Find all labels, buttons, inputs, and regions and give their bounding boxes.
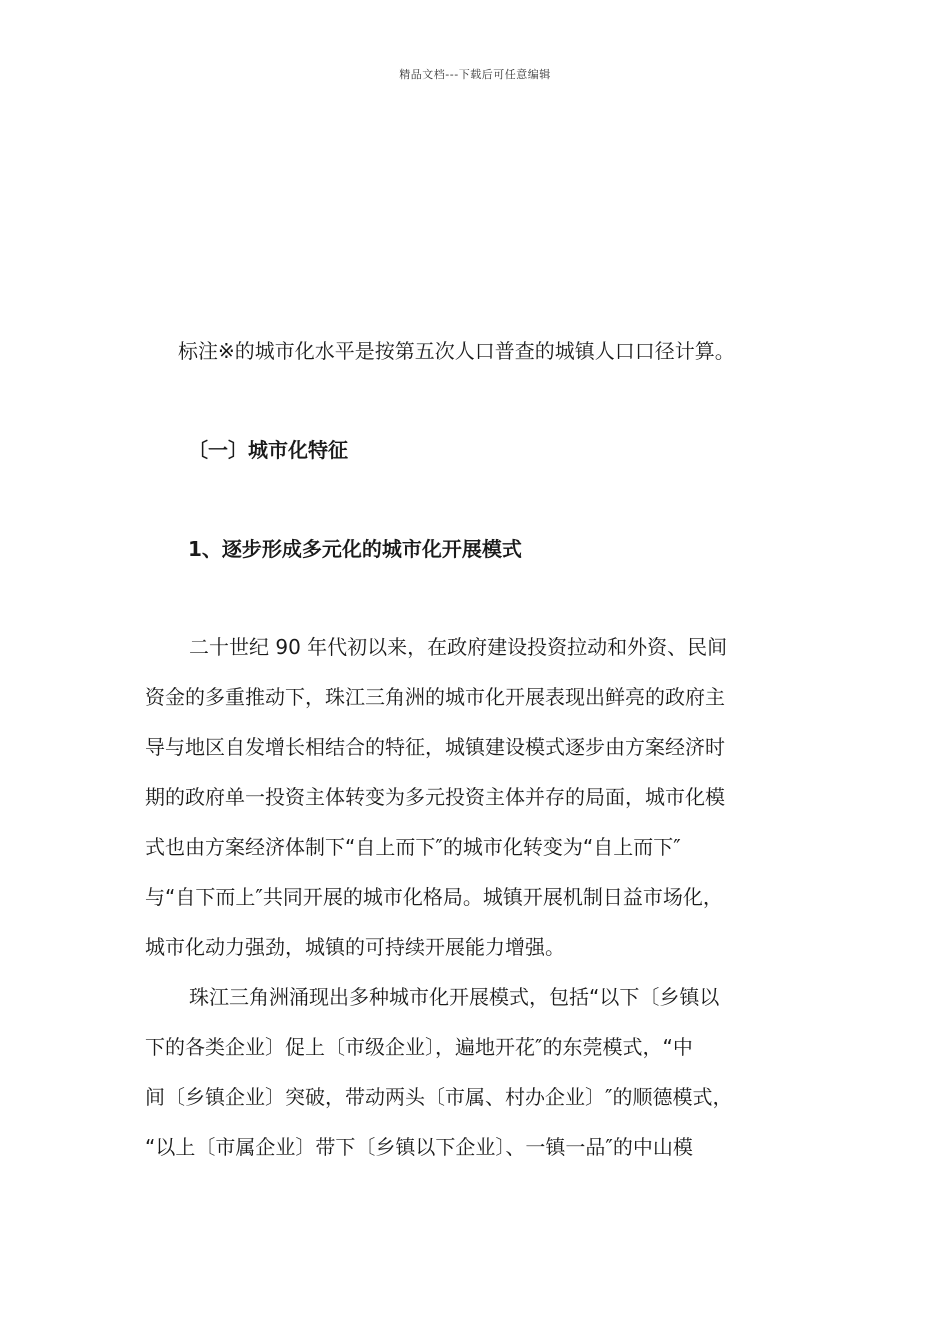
paragraph-line: 资金的多重推动下，珠江三角洲的城市化开展表现出鲜亮的政府主: [145, 685, 725, 709]
paragraph-line: 导与地区自发增长相结合的特征，城镇建设模式逐步由方案经济时: [145, 735, 725, 759]
paragraph-line: 间〔乡镇企业〕突破，带动两头〔市属、村办企业〕″的顺德模式，: [145, 1085, 733, 1109]
paragraph-line: 式也由方案经济体制下“自上而下″的城市化转变为“自上而下″: [145, 835, 681, 859]
page-header: 精品文档---下载后可任意编辑: [399, 68, 551, 81]
subsection-heading: 1、逐步形成多元化的城市化开展模式: [188, 537, 522, 561]
paragraph-line: 城市化动力强劲，城镇的可持续开展能力增强。: [145, 935, 565, 959]
paragraph-2: [145, 972, 805, 1172]
paragraph-line: 期的政府单一投资主体转变为多元投资主体并存的局面，城市化模: [145, 785, 725, 809]
paragraph-line: 下的各类企业〕促上〔市级企业〕，遍地开花″的东莞模式，“中: [145, 1035, 693, 1059]
paragraph-line: 与“自下而上″共同开展的城市化格局。城镇开展机制日益市场化，: [145, 885, 723, 909]
section-heading: 〔一〕城市化特征: [188, 438, 348, 462]
paragraph-line: 珠江三角洲涌现出多种城市化开展模式，包括“以下〔乡镇以: [189, 985, 720, 1009]
paragraph-line: “以上〔市属企业〕带下〔乡镇以下企业〕、一镇一品″的中山模: [145, 1135, 693, 1159]
paragraph-line: 二十世纪 90 年代初以来，在政府建设投资拉动和外资、民间: [189, 635, 728, 659]
footnote-text: 标注※的城市化水平是按第五次人口普查的城镇人口口径计算。: [178, 339, 735, 363]
paragraph-1: [145, 622, 805, 972]
